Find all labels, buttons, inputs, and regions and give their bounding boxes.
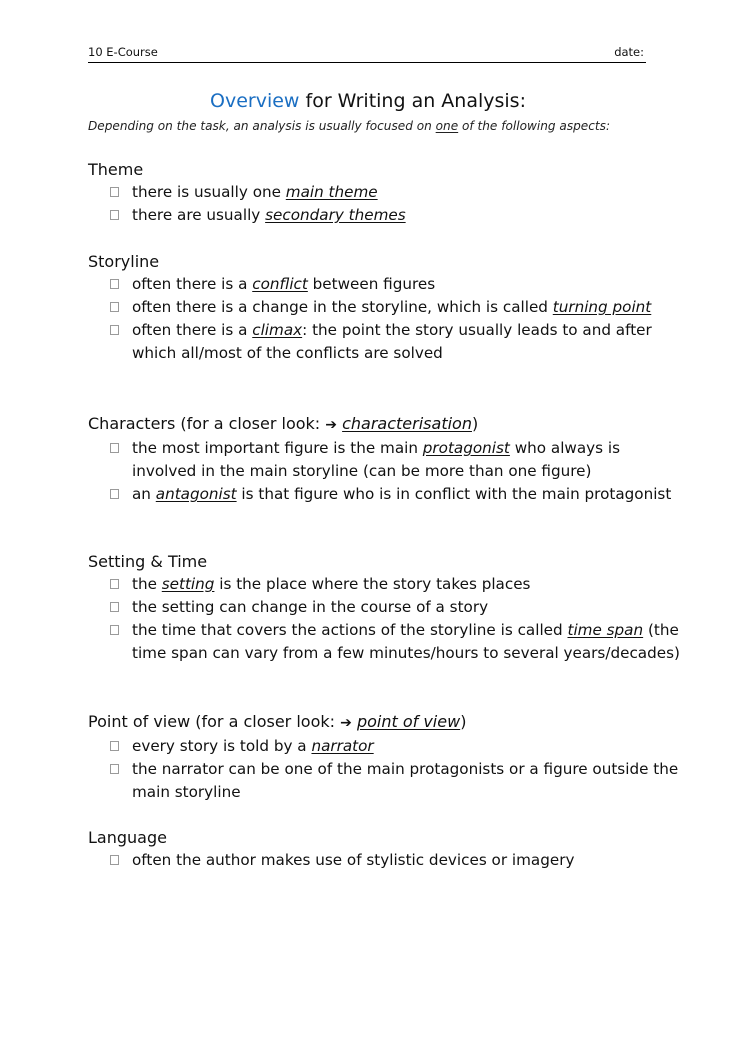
key-term: conflict xyxy=(252,275,308,293)
title-rest: for Writing an Analysis: xyxy=(299,90,526,112)
heading-text-end: ) xyxy=(460,712,467,731)
checkbox-bullet-icon xyxy=(110,443,119,453)
item-text: the narrator can be one of the main protagonists or a figure outside the main storyline xyxy=(132,760,679,801)
item-text-end: : the point the story usually leads to and after which all/most of the conflicts are solved xyxy=(132,321,652,362)
bullet-list xyxy=(88,273,688,365)
checkbox-bullet-icon xyxy=(110,855,119,865)
item-text-end: between figures xyxy=(307,275,436,293)
item-text-end: is the place where the story takes places xyxy=(214,575,531,593)
right-arrow-icon: ➔ xyxy=(340,715,352,731)
bullet-list xyxy=(88,181,688,227)
section-heading xyxy=(88,710,688,735)
section-heading: Theme xyxy=(88,160,144,179)
date-label: date: xyxy=(614,45,644,59)
item-text: the most important figure is the main xyxy=(132,439,423,457)
checkbox-bullet-icon xyxy=(110,764,119,774)
subtitle-text: Depending on the task, an analysis is usually focused on xyxy=(88,119,436,133)
list-item xyxy=(88,573,688,596)
key-term: setting xyxy=(161,575,215,593)
list-item xyxy=(88,849,688,872)
list-item xyxy=(88,204,688,227)
item-text-end: who always is involved in the main storyline (can be more than one figure) xyxy=(132,439,620,480)
item-text: there is usually one xyxy=(132,183,286,201)
key-term: climax xyxy=(252,321,303,339)
subtitle-text-end: of the following aspects: xyxy=(458,119,611,133)
key-term: turning point xyxy=(552,298,652,316)
item-text: often there is a xyxy=(132,275,253,293)
section-language xyxy=(88,826,688,872)
list-item xyxy=(88,483,688,506)
checkbox-bullet-icon xyxy=(110,302,119,312)
key-term: main theme xyxy=(285,183,378,201)
section-setting-time xyxy=(88,550,688,665)
heading-text: Point of view (for a closer look: xyxy=(88,712,341,731)
page-header xyxy=(88,45,646,63)
item-text-end: is that figure who is in conflict with the main protagonist xyxy=(236,485,672,503)
section-heading: Storyline xyxy=(88,252,160,271)
bullet-list xyxy=(88,573,688,665)
section-storyline xyxy=(88,250,688,365)
title-highlight: Overview xyxy=(210,90,300,112)
list-item xyxy=(88,181,688,204)
section-theme xyxy=(88,158,688,227)
course-label: 10 E-Course xyxy=(88,45,158,59)
key-term: time span xyxy=(567,621,644,639)
list-item xyxy=(88,735,688,758)
key-term: protagonist xyxy=(422,439,510,457)
page-title xyxy=(0,90,736,112)
heading-text-end: ) xyxy=(471,414,479,433)
list-item xyxy=(88,296,688,319)
checkbox-bullet-icon xyxy=(110,741,119,751)
section-heading: Language xyxy=(88,828,167,847)
subtitle-emphasis: one xyxy=(435,119,459,133)
item-text: the time that covers the actions of the storyline is called xyxy=(132,621,568,639)
heading-term: point of view xyxy=(356,712,461,731)
item-text: every story is told by a xyxy=(132,737,312,755)
section-characters xyxy=(88,412,688,506)
item-text: often there is a xyxy=(132,321,253,339)
checkbox-bullet-icon xyxy=(110,579,119,589)
section-heading: Setting & Time xyxy=(88,552,208,571)
item-text: often the author makes use of stylistic devices or imagery xyxy=(132,851,575,869)
list-item xyxy=(88,619,688,665)
list-item xyxy=(88,437,688,483)
key-term: antagonist xyxy=(155,485,237,503)
item-text: there are usually xyxy=(132,206,266,224)
item-text-end: (the time span can vary from a few minutes/hours to several years/decades) xyxy=(132,621,680,662)
list-item xyxy=(88,319,688,365)
key-term: narrator xyxy=(311,737,374,755)
checkbox-bullet-icon xyxy=(110,187,119,197)
list-item xyxy=(88,273,688,296)
checkbox-bullet-icon xyxy=(110,489,119,499)
bullet-list xyxy=(88,849,688,872)
list-item xyxy=(88,758,688,804)
checkbox-bullet-icon xyxy=(110,325,119,335)
item-text: the xyxy=(132,575,162,593)
right-arrow-icon: ➔ xyxy=(325,417,338,433)
bullet-list xyxy=(88,735,688,804)
bullet-list xyxy=(88,437,688,506)
item-text: the setting can change in the course of a story xyxy=(132,598,489,616)
item-text: often there is a change in the storyline, which is called xyxy=(132,298,553,316)
checkbox-bullet-icon xyxy=(110,625,119,635)
list-item xyxy=(88,596,688,619)
key-term: secondary themes xyxy=(265,206,406,224)
checkbox-bullet-icon xyxy=(110,602,119,612)
section-point-of-view xyxy=(88,710,688,804)
item-text: an xyxy=(132,485,156,503)
heading-text: Characters (for a closer look: xyxy=(88,414,326,433)
section-heading xyxy=(88,412,688,437)
page-subtitle xyxy=(88,119,688,133)
checkbox-bullet-icon xyxy=(110,279,119,289)
checkbox-bullet-icon xyxy=(110,210,119,220)
heading-term: characterisation xyxy=(342,414,472,433)
